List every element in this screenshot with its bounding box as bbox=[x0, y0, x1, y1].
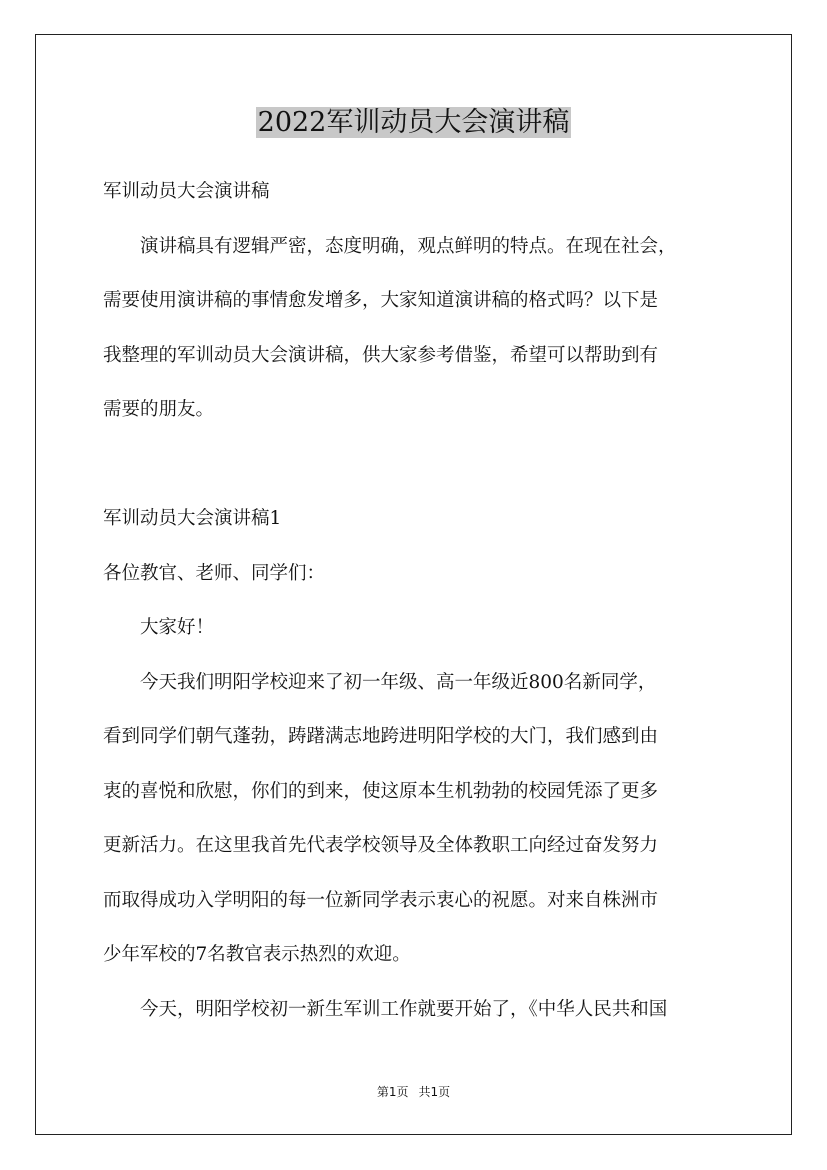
document-title bbox=[0, 101, 827, 145]
document-subtitle: 军训动员大会演讲稿 bbox=[103, 181, 270, 202]
paragraph-line: 而取得成功入学明阳的每一位新同学表示衷心的祝愿。对来自株洲市 bbox=[103, 889, 659, 911]
blank-line bbox=[103, 438, 743, 493]
page-footer bbox=[0, 1082, 827, 1102]
intro-line: 演讲稿具有逻辑严密，态度明确，观点鲜明的特点。在现在社会， bbox=[140, 235, 677, 257]
paragraph-line: 看到同学们朝气蓬勃，踌躇满志地跨进明阳学校的大门，我们感到由 bbox=[103, 726, 659, 747]
paragraph-line: 衷的喜悦和欣慰，你们的到来，使这原本生机勃勃的校园凭添了更多 bbox=[103, 780, 659, 802]
section-heading: 军训动员大会演讲稿1 bbox=[103, 508, 282, 529]
greeting: 大家好！ bbox=[140, 617, 215, 638]
paragraph-line: 少年军校的7名教官表示热烈的欢迎。 bbox=[103, 944, 411, 965]
page-total: 共1页 bbox=[418, 1085, 451, 1099]
intro-line: 需要的朋友。 bbox=[103, 399, 215, 420]
document-title-text: 2022军训动员大会演讲稿 bbox=[257, 107, 570, 138]
intro-line: 我整理的军训动员大会演讲稿，供大家参考借鉴，希望可以帮助到有 bbox=[103, 344, 659, 366]
intro-line: 需要使用演讲稿的事情愈发增多，大家知道演讲稿的格式吗？以下是 bbox=[103, 290, 659, 311]
paragraph-line: 更新活力。在这里我首先代表学校领导及全体教职工向经过奋发努力 bbox=[103, 835, 659, 856]
salutation: 各位教官、老师、同学们： bbox=[103, 562, 326, 584]
document-body bbox=[103, 165, 743, 1037]
page-number: 第1页 bbox=[376, 1085, 409, 1099]
paragraph-line: 今天，明阳学校初一新生军训工作就要开始了，《中华人民共和国 bbox=[140, 998, 668, 1020]
paragraph-line: 今天我们明阳学校迎来了初一年级、高一年级近800名新同学， bbox=[140, 671, 657, 693]
